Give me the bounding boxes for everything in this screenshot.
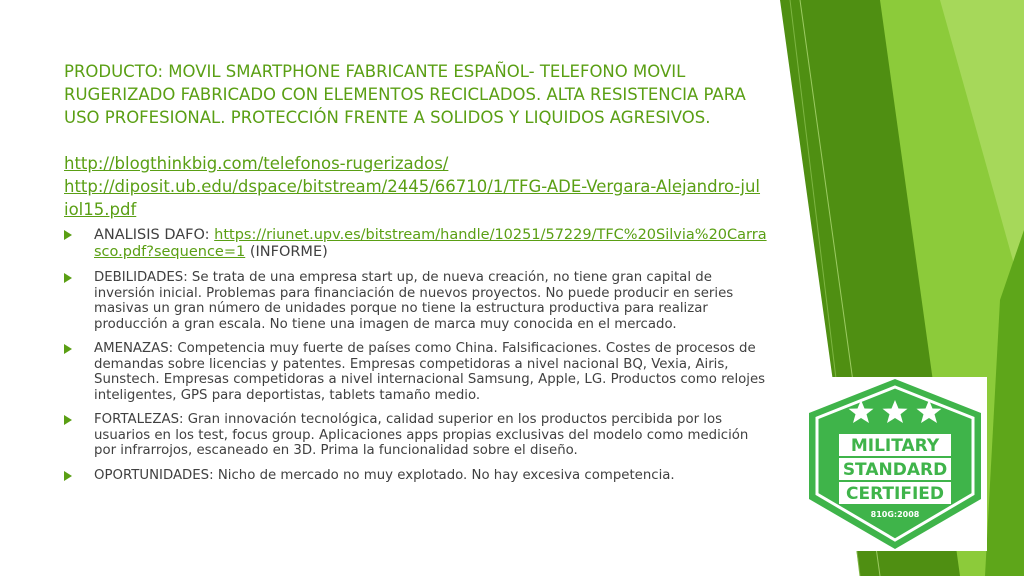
- dafo-list: [64, 227, 774, 492]
- link-blogthinkbig[interactable]: http://blogthinkbig.com/telefonos-rugerizados/: [64, 154, 449, 173]
- fortalezas-text: FORTALEZAS: Gran innovación tecnológica, calidad superior en los productos percibida por los usuarios en los test, focus group. Aplicaciones apps propias exclusivas del modelo como medición por infrarrojos, escaneado en 3D. Prima la funcionalidad sobre el diseño.: [94, 412, 749, 458]
- military-standard-badge: [803, 377, 987, 551]
- arrow-bullet-icon: [64, 273, 72, 283]
- bullet-oportunidades: [64, 468, 774, 484]
- badge-code: 810G:2008: [870, 510, 920, 519]
- badge-graphic: [803, 377, 987, 551]
- dafo-label: ANALISIS DAFO:: [94, 227, 215, 243]
- bullet-fortalezas: [64, 412, 774, 459]
- arrow-bullet-icon: [64, 415, 72, 425]
- link-riunet[interactable]: https://riunet.upv.es/bitstream/handle/10251/57229/TFC%20Silvia%20Carrasco.pdf?sequence=1: [94, 227, 767, 260]
- badge-line-1: MILITARY: [850, 436, 940, 456]
- bullet-debilidades: [64, 270, 774, 332]
- badge-line-2: STANDARD: [842, 460, 948, 480]
- badge-line-3: CERTIFIED: [846, 484, 944, 504]
- oportunidades-text: OPORTUNIDADES: Nicho de mercado no muy explotado. No hay excesiva competencia.: [94, 467, 675, 483]
- bullet-amenazas: [64, 341, 774, 403]
- source-links: [64, 152, 764, 221]
- slide-title: PRODUCTO: MOVIL SMARTPHONE FABRICANTE ESPAÑOL- TELEFONO MOVIL RUGERIZADO FABRICADO CON ELEMENTOS RECICLADOS. ALTA RESISTENCIA PARA USO PROFESIONAL. PROTECCIÓN FRENTE A SOLIDOS Y LIQUIDOS AGRESIVOS.: [64, 62, 746, 127]
- debilidades-text: DEBILIDADES: Se trata de una empresa start up, de nueva creación, no tiene gran capital de inversión inicial. Problemas para financiación de nuevos proyectos. No puede producir en series masivas un gran número de unidades porque no tiene la estructura productiva para realizar producción a gran escala. No tiene una imagen de marca muy conocida en el mercado.: [94, 270, 734, 332]
- arrow-bullet-icon: [64, 471, 72, 481]
- amenazas-text: AMENAZAS: Competencia muy fuerte de países como China. Falsificaciones. Costes de procesos de demandas sobre licencias y patentes. Empresas competidoras a nivel nacional BQ, Vexia, Airis, Sunstech. Empresas competidoras a nivel internacional Samsung, Apple, LG. Productos como relojes inteligentes, GPS para deportistas, tablets tamaño medio.: [94, 341, 766, 403]
- arrow-bullet-icon: [64, 344, 72, 354]
- arrow-bullet-icon: [64, 230, 72, 240]
- bullet-dafo: [64, 227, 774, 261]
- link-diposit-ub[interactable]: http://diposit.ub.edu/dspace/bitstream/2445/66710/1/TFG-ADE-Vergara-Alejandro-juliol15.pdf: [64, 177, 761, 219]
- dafo-suffix: (INFORME): [245, 244, 328, 260]
